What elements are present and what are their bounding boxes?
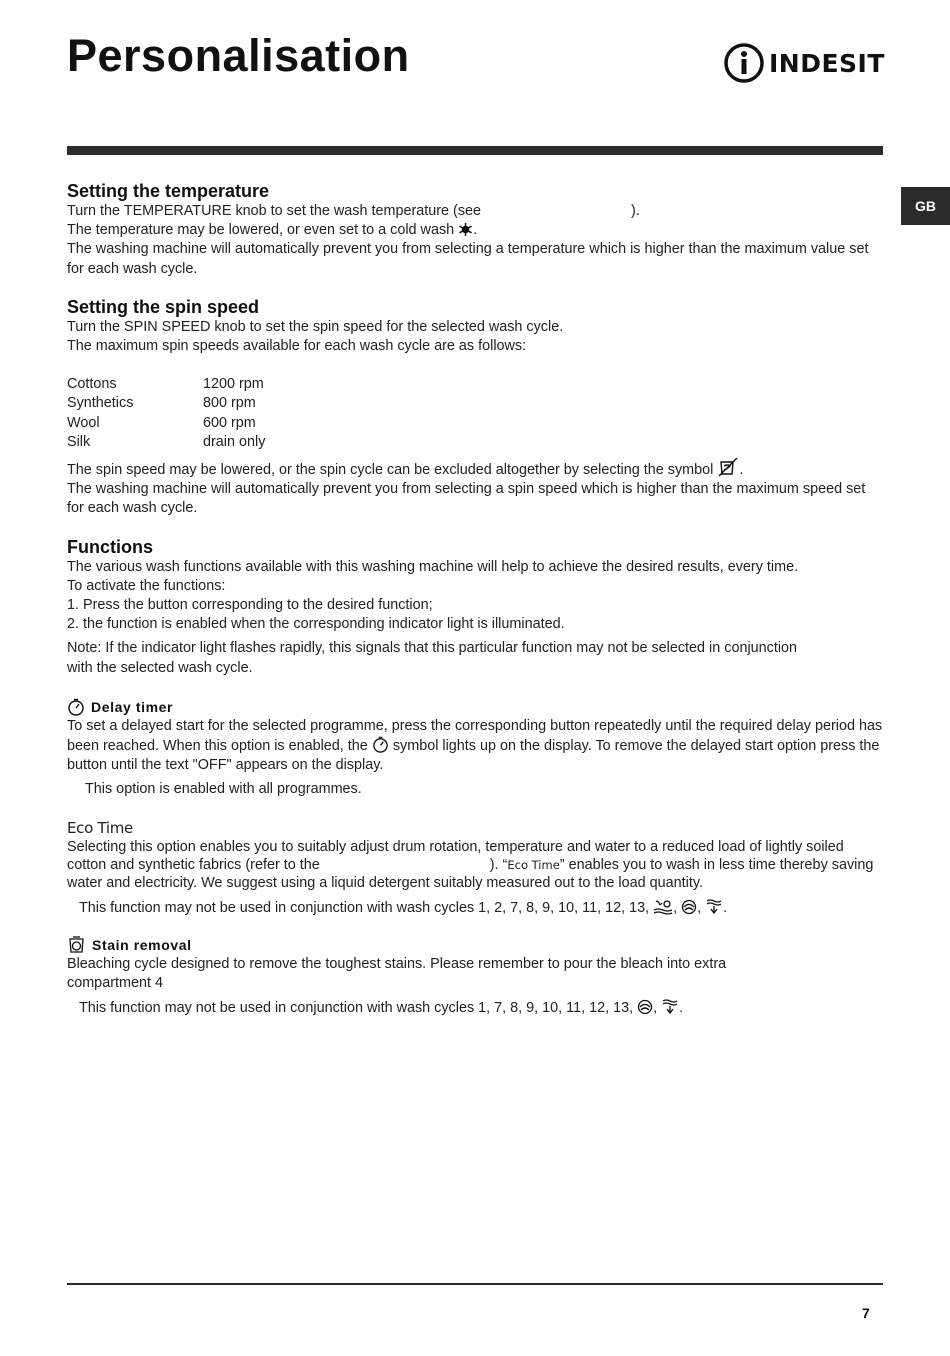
language-tab: GB bbox=[901, 187, 950, 225]
delay-timer-icon bbox=[372, 736, 389, 753]
page-number: 7 bbox=[862, 1305, 870, 1321]
temperature-line2: The temperature may be lowered, or even set to a cold wash . bbox=[67, 222, 478, 239]
delay-timer-icon bbox=[67, 698, 85, 716]
header-rule bbox=[67, 146, 883, 155]
brand-name: INDESIT bbox=[769, 48, 885, 78]
table-row: Cottons 1200 rpm bbox=[67, 376, 264, 393]
stain-restriction: This function may not be used in conjunction with wash cycles 1, 7, 8, 9, 10, 11, 12, 13, , . bbox=[79, 1000, 684, 1017]
ecotime-heading: Eco Time bbox=[67, 818, 133, 837]
footer-rule bbox=[67, 1283, 883, 1285]
wool-wash-icon bbox=[653, 899, 673, 915]
table-row: Silk drain only bbox=[67, 433, 266, 450]
ecotime-text: Selecting this option enables you to suitably adjust drum rotation, temperature and water to a reduced load of lightly soiled cotton and synthetic fabrics (refer to the ). “Eco Time” enables you to wash in less time thereby saving water and electricity. We suggest using a liquid detergent suitably measured out to the load quantity. bbox=[67, 838, 874, 892]
functions-heading: Functions bbox=[67, 536, 153, 557]
temperature-line3: The washing machine will automatically prevent you from selecting a temperature which is higher than the maximum value set for each wash cycle. bbox=[67, 241, 869, 277]
section-functions bbox=[67, 536, 883, 678]
table-row: Wool 600 rpm bbox=[67, 414, 256, 431]
stain-text: Bleaching cycle designed to remove the toughest stains. Please remember to pour the bleach into extra compartment 4 bbox=[67, 955, 727, 992]
silk-wash-icon bbox=[681, 899, 697, 915]
temperature-line1: Turn the TEMPERATURE knob to set the wash temperature (see ). bbox=[67, 203, 640, 219]
section-spin-speed bbox=[67, 296, 883, 519]
ecotime-inline-name: Eco Time bbox=[507, 858, 560, 873]
main-content bbox=[67, 180, 883, 1019]
section-delay-timer bbox=[67, 697, 883, 800]
silk-wash-icon bbox=[637, 999, 653, 1015]
functions-line1: The various wash functions available with this washing machine will help to achieve the desired results, every time. bbox=[67, 558, 799, 575]
rinse-icon bbox=[705, 898, 723, 915]
rinse-icon bbox=[661, 998, 679, 1015]
spin-note2: The washing machine will automatically prevent you from selecting a spin speed which is higher than the maximum speed set for each wash cycle. bbox=[67, 481, 866, 517]
section-eco-time bbox=[67, 819, 883, 918]
section-temperature bbox=[67, 180, 883, 279]
temperature-heading: Setting the temperature bbox=[67, 181, 270, 201]
delay-note: This option is enabled with all programmes. bbox=[85, 781, 362, 798]
functions-step2: 2. the function is enabled when the corresponding indicator light is illuminated. bbox=[67, 616, 565, 633]
delay-heading: Delay timer bbox=[67, 697, 883, 717]
functions-note: Note: If the indicator light flashes rapidly, this signals that this particular function may not be selected in conjunction with the selected wash cycle. bbox=[67, 640, 798, 676]
functions-step1: 1. Press the button corresponding to the desired function; bbox=[67, 597, 433, 614]
spin-note1: The spin speed may be lowered, or the spin cycle can be excluded altogether by selecting the symbol . bbox=[67, 457, 883, 480]
no-spin-icon bbox=[717, 457, 739, 477]
cold-wash-snowflake-icon bbox=[458, 222, 473, 237]
stain-heading: Stain removal bbox=[67, 935, 883, 955]
stain-removal-icon bbox=[67, 935, 86, 954]
spin-speed-table bbox=[67, 375, 883, 452]
section-stain-removal bbox=[67, 935, 883, 1019]
ecotime-restriction: This function may not be used in conjunction with wash cycles 1, 2, 7, 8, 9, 10, 11, 12, 13, , , . bbox=[79, 899, 728, 916]
functions-line2: To activate the functions: bbox=[67, 577, 226, 594]
indesit-i-logo-icon bbox=[723, 42, 765, 84]
page-title: Personalisation bbox=[67, 30, 410, 81]
delay-text: To set a delayed start for the selected programme, press the corresponding button repeatedly until the required delay period has been reached. When this option is enabled, the symbol lights up on the display. To remove the delayed start option press the button until the text "OFF" appears on the display. bbox=[67, 717, 883, 774]
brand-logo bbox=[723, 42, 885, 84]
table-row: Synthetics 800 rpm bbox=[67, 395, 256, 412]
spin-line2: The maximum spin speeds available for each wash cycle are as follows: bbox=[67, 338, 527, 355]
spin-line1: Turn the SPIN SPEED knob to set the spin speed for the selected wash cycle. bbox=[67, 318, 564, 335]
spin-heading: Setting the spin speed bbox=[67, 296, 260, 317]
